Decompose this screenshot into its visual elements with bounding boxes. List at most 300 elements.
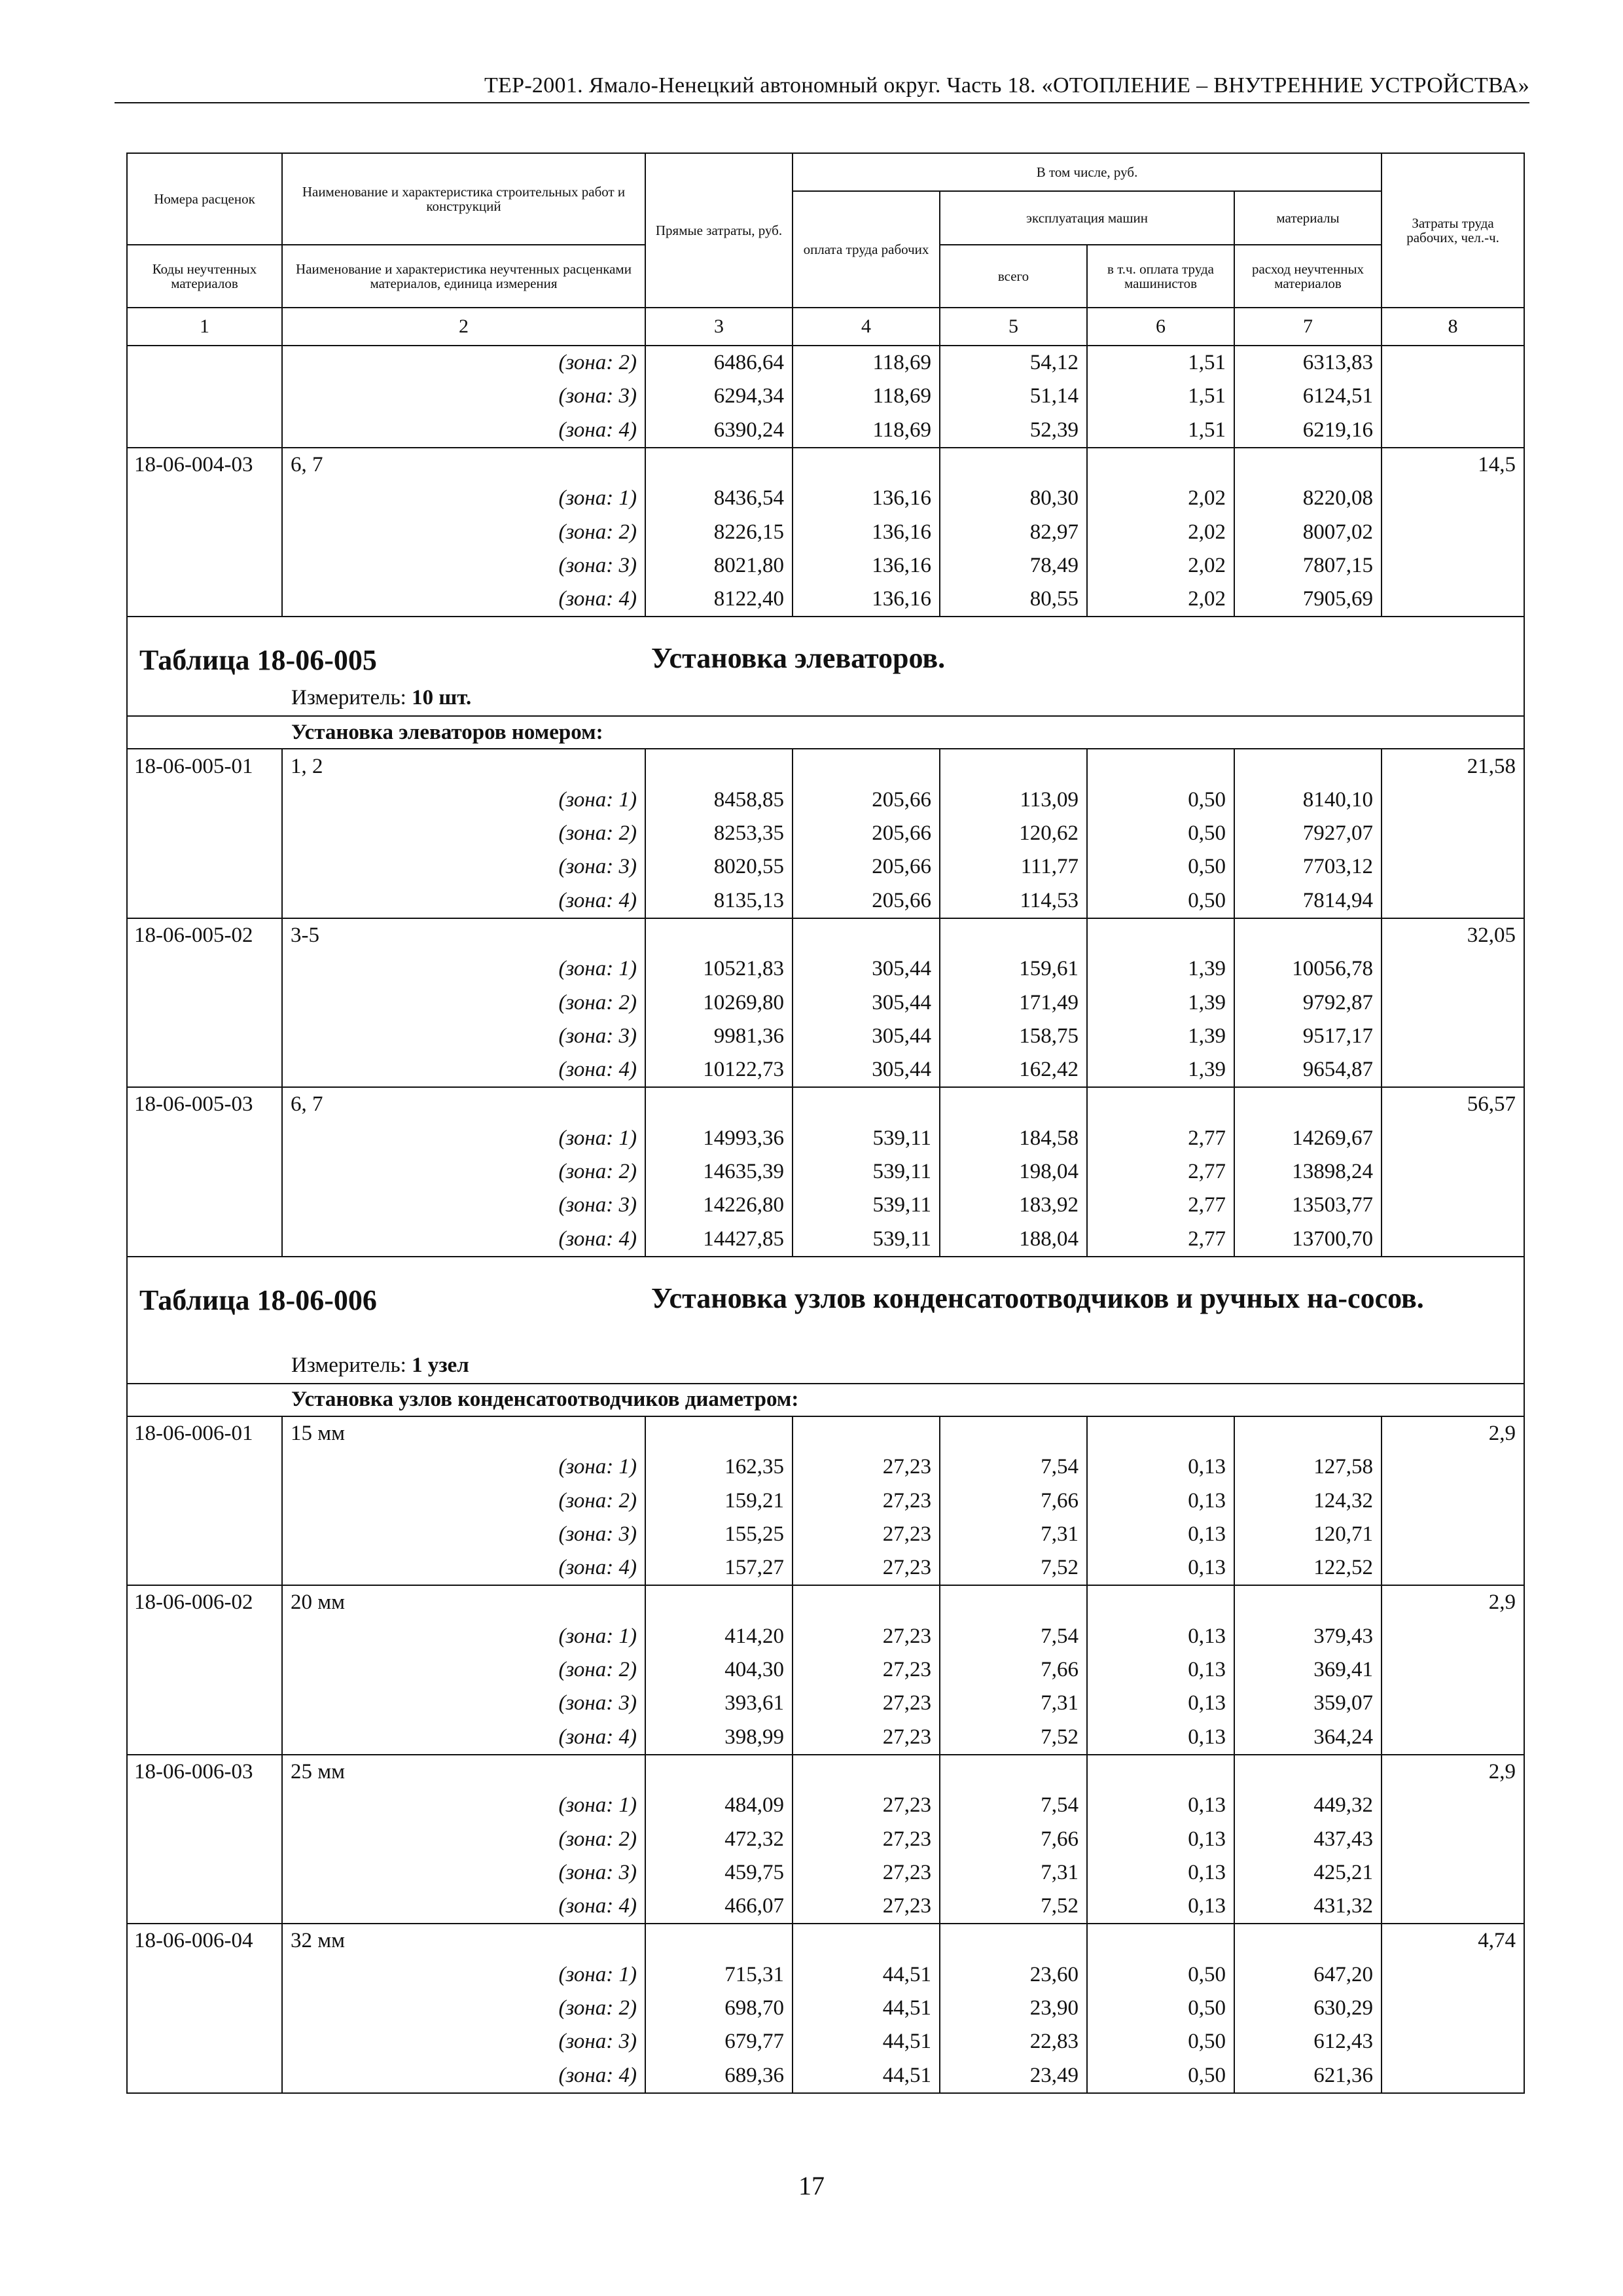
value-cell: 14226,80: [645, 1189, 793, 1222]
labor-cell: [1382, 884, 1524, 918]
value-cell: 8122,40: [645, 583, 793, 617]
value-cell: 1,39: [1087, 1020, 1234, 1053]
zone-label: (зона: 2): [282, 515, 645, 548]
value-cell: 539,11: [793, 1122, 940, 1155]
value-cell: 205,66: [793, 850, 940, 884]
zone-label: (зона: 3): [282, 1687, 645, 1720]
section-header: [128, 617, 1524, 715]
value-cell: [1234, 1924, 1382, 1958]
labor-cell: [1382, 1721, 1524, 1755]
value-cell: [645, 448, 793, 482]
value-cell: 0,13: [1087, 1687, 1234, 1720]
zone-label: (зона: 3): [282, 850, 645, 884]
value-cell: 0,13: [1087, 1551, 1234, 1585]
value-cell: 7,54: [940, 1450, 1087, 1484]
value-cell: 6294,34: [645, 380, 793, 413]
value-cell: 78,49: [940, 549, 1087, 583]
value-cell: 0,13: [1087, 1822, 1234, 1856]
labor-costs: 2,9: [1382, 1755, 1524, 1789]
rates-table: [126, 152, 1525, 2094]
value-cell: 2,77: [1087, 1189, 1234, 1222]
rate-code: 18-06-005-03: [127, 1087, 282, 1121]
value-cell: 7807,15: [1234, 549, 1382, 583]
value-cell: 51,14: [940, 380, 1087, 413]
value-cell: 162,35: [645, 1450, 793, 1484]
value-cell: 1,51: [1087, 414, 1234, 448]
zone-label: (зона: 2): [282, 817, 645, 850]
col-number: 1: [127, 308, 282, 346]
value-cell: 0,13: [1087, 1789, 1234, 1822]
zone-row: [127, 1020, 1524, 1053]
value-cell: 13503,77: [1234, 1189, 1382, 1222]
rate-code-cell: [127, 1450, 282, 1484]
value-cell: 8436,54: [645, 482, 793, 515]
col-number: 2: [282, 308, 645, 346]
value-cell: 205,66: [793, 884, 940, 918]
value-cell: 437,43: [1234, 1822, 1382, 1856]
table-header: [127, 153, 1524, 346]
labor-cell: [1382, 1789, 1524, 1822]
value-cell: 120,71: [1234, 1518, 1382, 1551]
value-cell: 7,52: [940, 1721, 1087, 1755]
value-cell: 621,36: [1234, 2058, 1382, 2092]
rate-item-row: [127, 1416, 1524, 1450]
labor-cell: [1382, 952, 1524, 986]
zone-label: (зона: 1): [282, 1620, 645, 1653]
section-title: Таблица 18-06-006: [139, 1283, 377, 1316]
value-cell: [1087, 448, 1234, 482]
value-cell: 27,23: [793, 1551, 940, 1585]
rate-code-cell: [127, 1856, 282, 1890]
value-cell: 44,51: [793, 2058, 940, 2092]
value-cell: 9981,36: [645, 1020, 793, 1053]
rate-code-cell: [127, 817, 282, 850]
rate-name: 6, 7: [282, 448, 645, 482]
rate-item-row: [127, 749, 1524, 783]
labor-cell: [1382, 1687, 1524, 1720]
rate-name: 25 мм: [282, 1755, 645, 1789]
zone-row: [127, 549, 1524, 583]
zone-row: [127, 1122, 1524, 1155]
value-cell: 1,51: [1087, 346, 1234, 380]
value-cell: 0,50: [1087, 1958, 1234, 1992]
value-cell: 393,61: [645, 1687, 793, 1720]
value-cell: 205,66: [793, 783, 940, 817]
zone-row: [127, 2025, 1524, 2058]
value-cell: 6390,24: [645, 414, 793, 448]
value-cell: 10269,80: [645, 986, 793, 1019]
value-cell: 27,23: [793, 1890, 940, 1924]
value-cell: [645, 918, 793, 952]
value-cell: 80,30: [940, 482, 1087, 515]
rate-code-cell: [127, 1687, 282, 1720]
value-cell: 7,66: [940, 1822, 1087, 1856]
value-cell: 8220,08: [1234, 482, 1382, 515]
value-cell: 305,44: [793, 986, 940, 1019]
col-number: 4: [793, 308, 940, 346]
measure-value: 10 шт.: [412, 686, 472, 710]
value-cell: [793, 1087, 940, 1121]
value-cell: [793, 448, 940, 482]
value-cell: 359,07: [1234, 1687, 1382, 1720]
value-cell: 7,66: [940, 1484, 1087, 1517]
measure-label: Измеритель:: [291, 1353, 406, 1377]
value-cell: 22,83: [940, 2025, 1087, 2058]
rate-code: 18-06-006-03: [127, 1755, 282, 1789]
value-cell: [1234, 448, 1382, 482]
value-cell: 466,07: [645, 1890, 793, 1924]
col-number: 3: [645, 308, 793, 346]
value-cell: 539,11: [793, 1189, 940, 1222]
rate-code-cell: [127, 783, 282, 817]
zone-label: (зона: 1): [282, 1958, 645, 1992]
rate-code: 18-06-004-03: [127, 448, 282, 482]
value-cell: 8226,15: [645, 515, 793, 548]
value-cell: 183,92: [940, 1189, 1087, 1222]
value-cell: 8007,02: [1234, 515, 1382, 548]
rate-code-cell: [127, 414, 282, 448]
col-material-names-header: Наименование и характеристика неучтенных расценками материалов, единица измерения: [282, 245, 645, 308]
table-section-row: [127, 1257, 1524, 1384]
rate-code-cell: [127, 850, 282, 884]
zone-label: (зона: 1): [282, 1450, 645, 1484]
value-cell: 10056,78: [1234, 952, 1382, 986]
value-cell: 120,62: [940, 817, 1087, 850]
value-cell: 171,49: [940, 986, 1087, 1019]
col-number: 5: [940, 308, 1087, 346]
value-cell: [1234, 1087, 1382, 1121]
zone-label: (зона: 4): [282, 414, 645, 448]
col-including-header: В том числе, руб.: [793, 153, 1382, 191]
value-cell: 1,39: [1087, 986, 1234, 1019]
value-cell: 6486,64: [645, 346, 793, 380]
value-cell: 158,75: [940, 1020, 1087, 1053]
section-cell: [127, 1257, 1524, 1384]
value-cell: [645, 1416, 793, 1450]
zone-row: [127, 1789, 1524, 1822]
rate-code-cell: [127, 346, 282, 380]
value-cell: 369,41: [1234, 1653, 1382, 1687]
zone-row: [127, 986, 1524, 1019]
labor-cell: [1382, 1856, 1524, 1890]
rate-code-cell: [127, 1653, 282, 1687]
value-cell: 0,13: [1087, 1721, 1234, 1755]
labor-costs: 21,58: [1382, 749, 1524, 783]
section-cell: [127, 617, 1524, 716]
rate-code-cell: [127, 1189, 282, 1222]
labor-cell: [1382, 1053, 1524, 1087]
labor-cell: [1382, 1223, 1524, 1257]
rate-code: 18-06-006-04: [127, 1924, 282, 1958]
rate-code-cell: [127, 1822, 282, 1856]
value-cell: 111,77: [940, 850, 1087, 884]
measure-label: Измеритель:: [291, 686, 406, 710]
zone-label: (зона: 4): [282, 1053, 645, 1087]
value-cell: 647,20: [1234, 1958, 1382, 1992]
zone-row: [127, 346, 1524, 380]
value-cell: 398,99: [645, 1721, 793, 1755]
zone-row: [127, 1958, 1524, 1992]
labor-cell: [1382, 2025, 1524, 2058]
zone-label: (зона: 2): [282, 1992, 645, 2025]
value-cell: [645, 1755, 793, 1789]
value-cell: 305,44: [793, 1053, 940, 1087]
value-cell: [793, 1755, 940, 1789]
rate-code: 18-06-005-02: [127, 918, 282, 952]
zone-label: (зона: 4): [282, 1551, 645, 1585]
value-cell: 612,43: [1234, 2025, 1382, 2058]
labor-costs: 2,9: [1382, 1585, 1524, 1619]
rate-code-cell: [127, 986, 282, 1019]
rate-item-row: [127, 1755, 1524, 1789]
value-cell: [1234, 1416, 1382, 1450]
value-cell: [793, 1416, 940, 1450]
subheading-row: [127, 716, 1524, 749]
value-cell: 44,51: [793, 2025, 940, 2058]
value-cell: 0,50: [1087, 783, 1234, 817]
value-cell: 159,21: [645, 1484, 793, 1517]
rate-code-cell: [127, 1890, 282, 1924]
table-section-row: [127, 617, 1524, 716]
rate-code-cell: [127, 482, 282, 515]
value-cell: 27,23: [793, 1518, 940, 1551]
rate-code-cell: [127, 1551, 282, 1585]
value-cell: [940, 1585, 1087, 1619]
labor-cell: [1382, 1653, 1524, 1687]
zone-label: (зона: 3): [282, 380, 645, 413]
labor-costs: 32,05: [1382, 918, 1524, 952]
rate-code-cell: [127, 1122, 282, 1155]
zone-label: (зона: 2): [282, 1822, 645, 1856]
value-cell: 2,02: [1087, 549, 1234, 583]
zone-label: (зона: 2): [282, 346, 645, 380]
zone-label: (зона: 3): [282, 1020, 645, 1053]
value-cell: 118,69: [793, 380, 940, 413]
value-cell: 23,49: [940, 2058, 1087, 2092]
value-cell: 14635,39: [645, 1155, 793, 1189]
zone-label: (зона: 3): [282, 1856, 645, 1890]
value-cell: 0,50: [1087, 1992, 1234, 2025]
col-operators-wages-header: в т.ч. оплата труда машинистов: [1087, 245, 1234, 308]
rate-code-cell: [127, 2058, 282, 2092]
labor-cell: [1382, 346, 1524, 380]
zone-label: (зона: 2): [282, 1155, 645, 1189]
value-cell: 155,25: [645, 1518, 793, 1551]
zone-row: [127, 1890, 1524, 1924]
section-heading: Установка узлов конденсатоотводчиков и ручных на-сосов.: [651, 1282, 1424, 1314]
zone-label: (зона: 4): [282, 583, 645, 617]
labor-cell: [1382, 1484, 1524, 1517]
labor-cell: [1382, 986, 1524, 1019]
value-cell: 8021,80: [645, 549, 793, 583]
value-cell: 8253,35: [645, 817, 793, 850]
rate-code-cell: [127, 1958, 282, 1992]
zone-row: [127, 414, 1524, 448]
zone-label: (зона: 1): [282, 783, 645, 817]
value-cell: 8140,10: [1234, 783, 1382, 817]
rate-name: 6, 7: [282, 1087, 645, 1121]
value-cell: 9654,87: [1234, 1053, 1382, 1087]
value-cell: [940, 1087, 1087, 1121]
zone-row: [127, 1653, 1524, 1687]
zone-label: (зона: 3): [282, 1518, 645, 1551]
value-cell: 305,44: [793, 1020, 940, 1053]
labor-cell: [1382, 482, 1524, 515]
section-header: [128, 1257, 1524, 1383]
section-title: Таблица 18-06-005: [139, 644, 377, 677]
rate-code-cell: [127, 952, 282, 986]
value-cell: 7,54: [940, 1620, 1087, 1653]
zone-row: [127, 583, 1524, 617]
value-cell: 7905,69: [1234, 583, 1382, 617]
value-cell: [940, 1755, 1087, 1789]
rate-item-row: [127, 1585, 1524, 1619]
labor-costs: 2,9: [1382, 1416, 1524, 1450]
value-cell: [940, 749, 1087, 783]
value-cell: 449,32: [1234, 1789, 1382, 1822]
value-cell: [793, 749, 940, 783]
value-cell: [940, 448, 1087, 482]
value-cell: 118,69: [793, 346, 940, 380]
value-cell: 0,13: [1087, 1484, 1234, 1517]
running-header: ТЕР-2001. Ямало-Ненецкий автономный округ. Часть 18. «ОТОПЛЕНИЕ – ВНУТРЕННИЕ УСТРОЙСТВА»: [115, 73, 1529, 103]
section-measure: [291, 1354, 469, 1378]
labor-cell: [1382, 1620, 1524, 1653]
labor-cell: [1382, 1890, 1524, 1924]
value-cell: 13898,24: [1234, 1155, 1382, 1189]
col-rate-number-header: Номера расценок: [127, 153, 282, 245]
zone-row: [127, 1721, 1524, 1755]
rate-code-cell: [127, 1992, 282, 2025]
value-cell: [940, 918, 1087, 952]
value-cell: 0,13: [1087, 1856, 1234, 1890]
value-cell: 14269,67: [1234, 1122, 1382, 1155]
zone-label: (зона: 4): [282, 1223, 645, 1257]
labor-cell: [1382, 515, 1524, 548]
labor-cell: [1382, 1122, 1524, 1155]
value-cell: 364,24: [1234, 1721, 1382, 1755]
rate-code-cell: [127, 884, 282, 918]
value-cell: [793, 918, 940, 952]
zone-row: [127, 783, 1524, 817]
value-cell: 2,02: [1087, 482, 1234, 515]
value-cell: [645, 1924, 793, 1958]
zone-label: (зона: 3): [282, 549, 645, 583]
value-cell: 0,50: [1087, 850, 1234, 884]
value-cell: 14993,36: [645, 1122, 793, 1155]
value-cell: 9792,87: [1234, 986, 1382, 1019]
rate-item-row: [127, 448, 1524, 482]
zone-label: (зона: 4): [282, 1890, 645, 1924]
labor-cell: [1382, 1020, 1524, 1053]
labor-cell: [1382, 850, 1524, 884]
value-cell: 7,54: [940, 1789, 1087, 1822]
value-cell: [645, 749, 793, 783]
value-cell: 0,50: [1087, 884, 1234, 918]
labor-cell: [1382, 1958, 1524, 1992]
value-cell: [793, 1585, 940, 1619]
zone-label: (зона: 2): [282, 1484, 645, 1517]
zone-label: (зона: 3): [282, 2025, 645, 2058]
col-machines-header: эксплуатация машин: [940, 191, 1234, 245]
value-cell: 7,31: [940, 1687, 1087, 1720]
zone-label: (зона: 2): [282, 1653, 645, 1687]
value-cell: 0,50: [1087, 817, 1234, 850]
value-cell: 27,23: [793, 1620, 940, 1653]
value-cell: 689,36: [645, 2058, 793, 2092]
value-cell: [645, 1585, 793, 1619]
measure-value: 1 узел: [412, 1353, 469, 1377]
zone-label: (зона: 4): [282, 884, 645, 918]
subheading-row: [127, 1384, 1524, 1416]
value-cell: 27,23: [793, 1721, 940, 1755]
zone-row: [127, 1155, 1524, 1189]
value-cell: 7703,12: [1234, 850, 1382, 884]
rate-name: 32 мм: [282, 1924, 645, 1958]
value-cell: 127,58: [1234, 1450, 1382, 1484]
col-number: 7: [1234, 308, 1382, 346]
value-cell: 472,32: [645, 1822, 793, 1856]
rate-code-cell: [127, 549, 282, 583]
zone-row: [127, 1822, 1524, 1856]
labor-costs: 4,74: [1382, 1924, 1524, 1958]
zone-row: [127, 380, 1524, 413]
rate-code-cell: [127, 1721, 282, 1755]
value-cell: 80,55: [940, 583, 1087, 617]
value-cell: [1234, 1755, 1382, 1789]
labor-cell: [1382, 1155, 1524, 1189]
value-cell: 113,09: [940, 783, 1087, 817]
table-body: [127, 346, 1524, 2093]
value-cell: 0,13: [1087, 1653, 1234, 1687]
labor-costs: 14,5: [1382, 448, 1524, 482]
value-cell: 27,23: [793, 1789, 940, 1822]
value-cell: 157,27: [645, 1551, 793, 1585]
col-number: 8: [1382, 308, 1524, 346]
value-cell: 162,42: [940, 1053, 1087, 1087]
value-cell: [1234, 1585, 1382, 1619]
value-cell: 8020,55: [645, 850, 793, 884]
value-cell: 2,77: [1087, 1223, 1234, 1257]
zone-row: [127, 2058, 1524, 2092]
labor-cell: [1382, 2058, 1524, 2092]
value-cell: 2,02: [1087, 583, 1234, 617]
value-cell: 679,77: [645, 2025, 793, 2058]
value-cell: [940, 1416, 1087, 1450]
value-cell: 0,13: [1087, 1620, 1234, 1653]
rate-code-cell: [127, 1518, 282, 1551]
rate-code: 18-06-006-01: [127, 1416, 282, 1450]
value-cell: 8135,13: [645, 884, 793, 918]
rate-code-cell: [127, 1484, 282, 1517]
zone-row: [127, 1450, 1524, 1484]
value-cell: 52,39: [940, 414, 1087, 448]
col-labor-costs-header: Затраты труда рабочих, чел.-ч.: [1382, 153, 1524, 308]
value-cell: [645, 1087, 793, 1121]
value-cell: 114,53: [940, 884, 1087, 918]
value-cell: [940, 1924, 1087, 1958]
zone-row: [127, 817, 1524, 850]
zone-row: [127, 884, 1524, 918]
col-machines-total-header: всего: [940, 245, 1087, 308]
rate-code-cell: [127, 1223, 282, 1257]
value-cell: 0,13: [1087, 1518, 1234, 1551]
zone-label: (зона: 1): [282, 952, 645, 986]
value-cell: 23,90: [940, 1992, 1087, 2025]
value-cell: 44,51: [793, 1958, 940, 1992]
zone-row: [127, 1620, 1524, 1653]
subheading-text: Установка элеваторов номером:: [127, 716, 1524, 749]
